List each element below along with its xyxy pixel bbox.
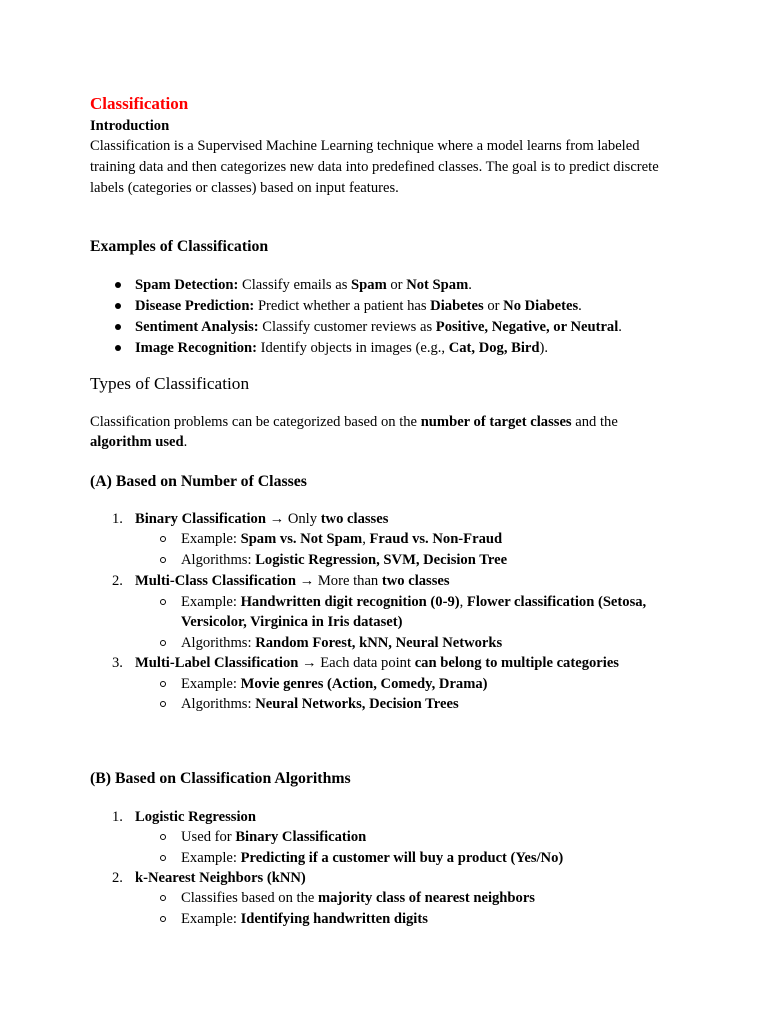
sub-bullet-icon bbox=[160, 536, 166, 542]
sub-bullet-icon bbox=[160, 701, 166, 707]
list-item: Multi-Class Classification → More than two classes bbox=[135, 573, 450, 589]
list-item: Sentiment Analysis: Classify customer reviews as Positive, Negative, or Neutral. bbox=[135, 319, 622, 335]
sub-list-item: Classifies based on the majority class of nearest neighbors bbox=[181, 890, 535, 906]
sub-list-item: Example: Predicting if a customer will buy a product (Yes/No) bbox=[181, 850, 564, 866]
sub-bullet-icon bbox=[160, 895, 166, 901]
list-number: 1. bbox=[112, 809, 123, 825]
sub-bullet-icon bbox=[160, 599, 166, 605]
bullet-icon bbox=[115, 345, 121, 351]
examples-heading: Examples of Classification bbox=[90, 238, 269, 255]
sub-list-item: Example: Identifying handwritten digits bbox=[181, 911, 428, 927]
list-item: k-Nearest Neighbors (kNN) bbox=[135, 870, 306, 886]
list-item: Image Recognition: Identify objects in images (e.g., Cat, Dog, Bird). bbox=[135, 340, 549, 356]
list-item: Disease Prediction: Predict whether a patient has Diabetes or No Diabetes. bbox=[135, 298, 582, 314]
bullet-icon bbox=[115, 282, 121, 288]
list-number: 1. bbox=[112, 511, 123, 527]
intro-line-2: training data and then categorizes new data into predefined classes. The goal is to predict discrete bbox=[90, 159, 659, 175]
list-number: 2. bbox=[112, 573, 123, 589]
bullet-icon bbox=[115, 324, 121, 330]
sub-list-item: Algorithms: Random Forest, kNN, Neural Networks bbox=[181, 635, 503, 651]
list-number: 3. bbox=[112, 655, 123, 671]
sub-bullet-icon bbox=[160, 855, 166, 861]
sub-bullet-icon bbox=[160, 916, 166, 922]
list-item: Binary Classification → Only two classes bbox=[135, 511, 389, 527]
sub-list-item: Example: Movie genres (Action, Comedy, Drama) bbox=[181, 676, 488, 692]
sub-bullet-icon bbox=[160, 557, 166, 563]
list-item: Spam Detection: Classify emails as Spam or Not Spam. bbox=[135, 277, 472, 293]
sub-list-item: Used for Binary Classification bbox=[181, 829, 367, 845]
sub-bullet-icon bbox=[160, 834, 166, 840]
sub-list-item: Algorithms: Neural Networks, Decision Trees bbox=[181, 696, 459, 712]
page-title: Classification bbox=[90, 94, 189, 113]
sub-list-item-continuation: Versicolor, Virginica in Iris dataset) bbox=[181, 614, 403, 630]
list-item: Logistic Regression bbox=[135, 809, 256, 825]
intro-heading: Introduction bbox=[90, 118, 170, 134]
section-b-heading: (B) Based on Classification Algorithms bbox=[90, 770, 351, 787]
list-number: 2. bbox=[112, 870, 123, 886]
sub-bullet-icon bbox=[160, 640, 166, 646]
types-paragraph-line-1: Classification problems can be categorized based on the number of target classes and the bbox=[90, 414, 618, 430]
sub-bullet-icon bbox=[160, 681, 166, 687]
sub-list-item: Example: Handwritten digit recognition (0-9), Flower classification (Setosa, bbox=[181, 594, 647, 610]
bullet-icon bbox=[115, 303, 121, 309]
intro-line-1: Classification is a Supervised Machine Learning technique where a model learns from labeled bbox=[90, 138, 640, 154]
intro-line-3: labels (categories or classes) based on input features. bbox=[90, 180, 399, 196]
sub-list-item: Example: Spam vs. Not Spam, Fraud vs. Non-Fraud bbox=[181, 531, 503, 547]
types-paragraph-line-2: algorithm used. bbox=[90, 434, 188, 450]
section-a-heading: (A) Based on Number of Classes bbox=[90, 473, 307, 490]
list-item: Multi-Label Classification → Each data point can belong to multiple categories bbox=[135, 655, 619, 671]
sub-list-item: Algorithms: Logistic Regression, SVM, Decision Tree bbox=[181, 552, 508, 568]
types-heading: Types of Classification bbox=[90, 374, 250, 393]
